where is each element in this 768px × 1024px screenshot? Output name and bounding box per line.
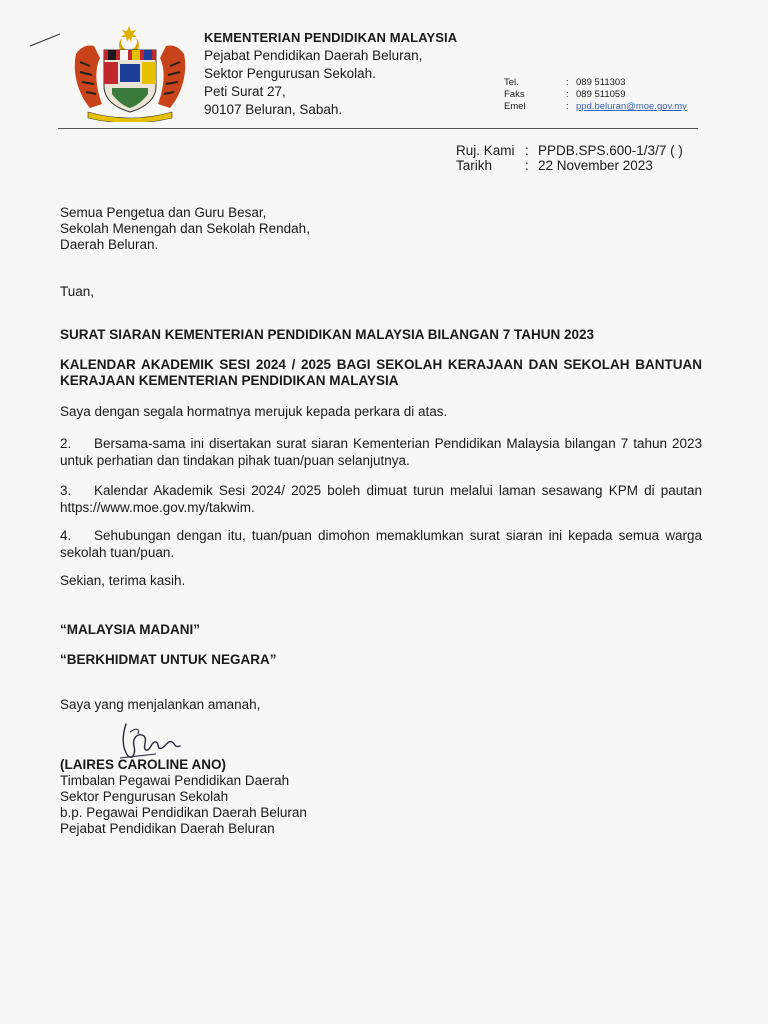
contact-label-tel: Tel. xyxy=(504,77,519,88)
paragraph-text: Sehubungan dengan itu, tuan/puan dimohon memaklumkan surat siaran ini kepada semua warga sekolah tuan/puan. xyxy=(60,528,702,560)
contact-colon: : xyxy=(566,77,569,88)
reference-colon: : xyxy=(525,143,529,158)
address-line-4: 90107 Beluran, Sabah. xyxy=(204,102,343,117)
subject-circular: SURAT SIARAN KEMENTERIAN PENDIDIKAN MALAYSIA BILANGAN 7 TAHUN 2023 xyxy=(60,327,595,342)
subject-calendar: KALENDAR AKADEMIK SESI 2024 / 2025 BAGI SEKOLAH KERAJAAN DAN SEKOLAH BANTUAN KERAJAAN KEMENTERIAN PENDIDIKAN MALAYSIA xyxy=(60,357,702,388)
contact-colon: : xyxy=(566,101,569,112)
letter-date: 22 November 2023 xyxy=(538,158,653,173)
contact-label-fax: Faks xyxy=(504,89,525,100)
paragraph-text: Bersama-sama ini disertakan surat siaran Kementerian Pendidikan Malaysia bilangan 7 tahun 2023 untuk perhatian dan tindakan pihak tuan/puan selanjutnya. xyxy=(60,436,702,468)
contact-colon: : xyxy=(566,89,569,100)
paragraph-number: 3. xyxy=(60,483,72,498)
address-line-2: Sektor Pengurusan Sekolah. xyxy=(204,66,376,81)
paragraph-number: 4. xyxy=(60,528,72,543)
coat-of-arms-logo xyxy=(68,24,192,122)
recipient-line-3: Daerah Beluran. xyxy=(60,237,159,252)
slogan-malaysia-madani: “MALAYSIA MADANI” xyxy=(60,622,201,637)
slogan-berkhidmat: “BERKHIDMAT UNTUK NEGARA” xyxy=(60,652,277,667)
signatory-title-2: Sektor Pengurusan Sekolah xyxy=(60,789,229,804)
closing-line: Sekian, terima kasih. xyxy=(60,573,186,588)
contact-label-email: Emel xyxy=(504,101,526,112)
paragraph-number: 2. xyxy=(60,436,72,451)
paragraph-3 xyxy=(60,483,702,516)
reference-number: PPDB.SPS.600-1/3/7 ( ) xyxy=(538,143,683,158)
date-label: Tarikh xyxy=(456,158,493,173)
address-line-3: Peti Surat 27, xyxy=(204,84,286,99)
trust-line: Saya yang menjalankan amanah, xyxy=(60,697,261,712)
paragraph-1: Saya dengan segala hormatnya merujuk kepada perkara di atas. xyxy=(60,404,448,419)
contact-value-tel: 089 511303 xyxy=(576,77,626,88)
paragraph-4 xyxy=(60,528,702,561)
organization-name: KEMENTERIAN PENDIDIKAN MALAYSIA xyxy=(204,30,458,45)
contact-email-link[interactable]: ppd.beluran@moe.gov.my xyxy=(576,101,687,112)
address-line-1: Pejabat Pendidikan Daerah Beluran, xyxy=(204,48,423,63)
reference-label: Ruj. Kami xyxy=(456,143,515,158)
recipient-line-2: Sekolah Menengah dan Sekolah Rendah, xyxy=(60,221,310,236)
date-colon: : xyxy=(525,158,529,173)
recipient-line-1: Semua Pengetua dan Guru Besar, xyxy=(60,205,267,220)
signatory-title-3: b.p. Pegawai Pendidikan Daerah Beluran xyxy=(60,805,307,820)
pen-mark-decoration xyxy=(28,32,62,48)
contact-value-fax: 089 511059 xyxy=(576,89,626,100)
signatory-title-1: Timbalan Pegawai Pendidikan Daerah xyxy=(60,773,290,788)
paragraph-text: Kalendar Akademik Sesi 2024/ 2025 boleh dimuat turun melalui laman sesawang KPM di pautan https://www.moe.gov.my/takwim. xyxy=(60,483,702,515)
signatory-title-4: Pejabat Pendidikan Daerah Beluran xyxy=(60,821,275,836)
letterhead-divider xyxy=(58,128,698,129)
paragraph-2 xyxy=(60,436,702,469)
signatory-name: (LAIRES CAROLINE ANO) xyxy=(60,757,226,772)
salutation: Tuan, xyxy=(60,284,95,299)
